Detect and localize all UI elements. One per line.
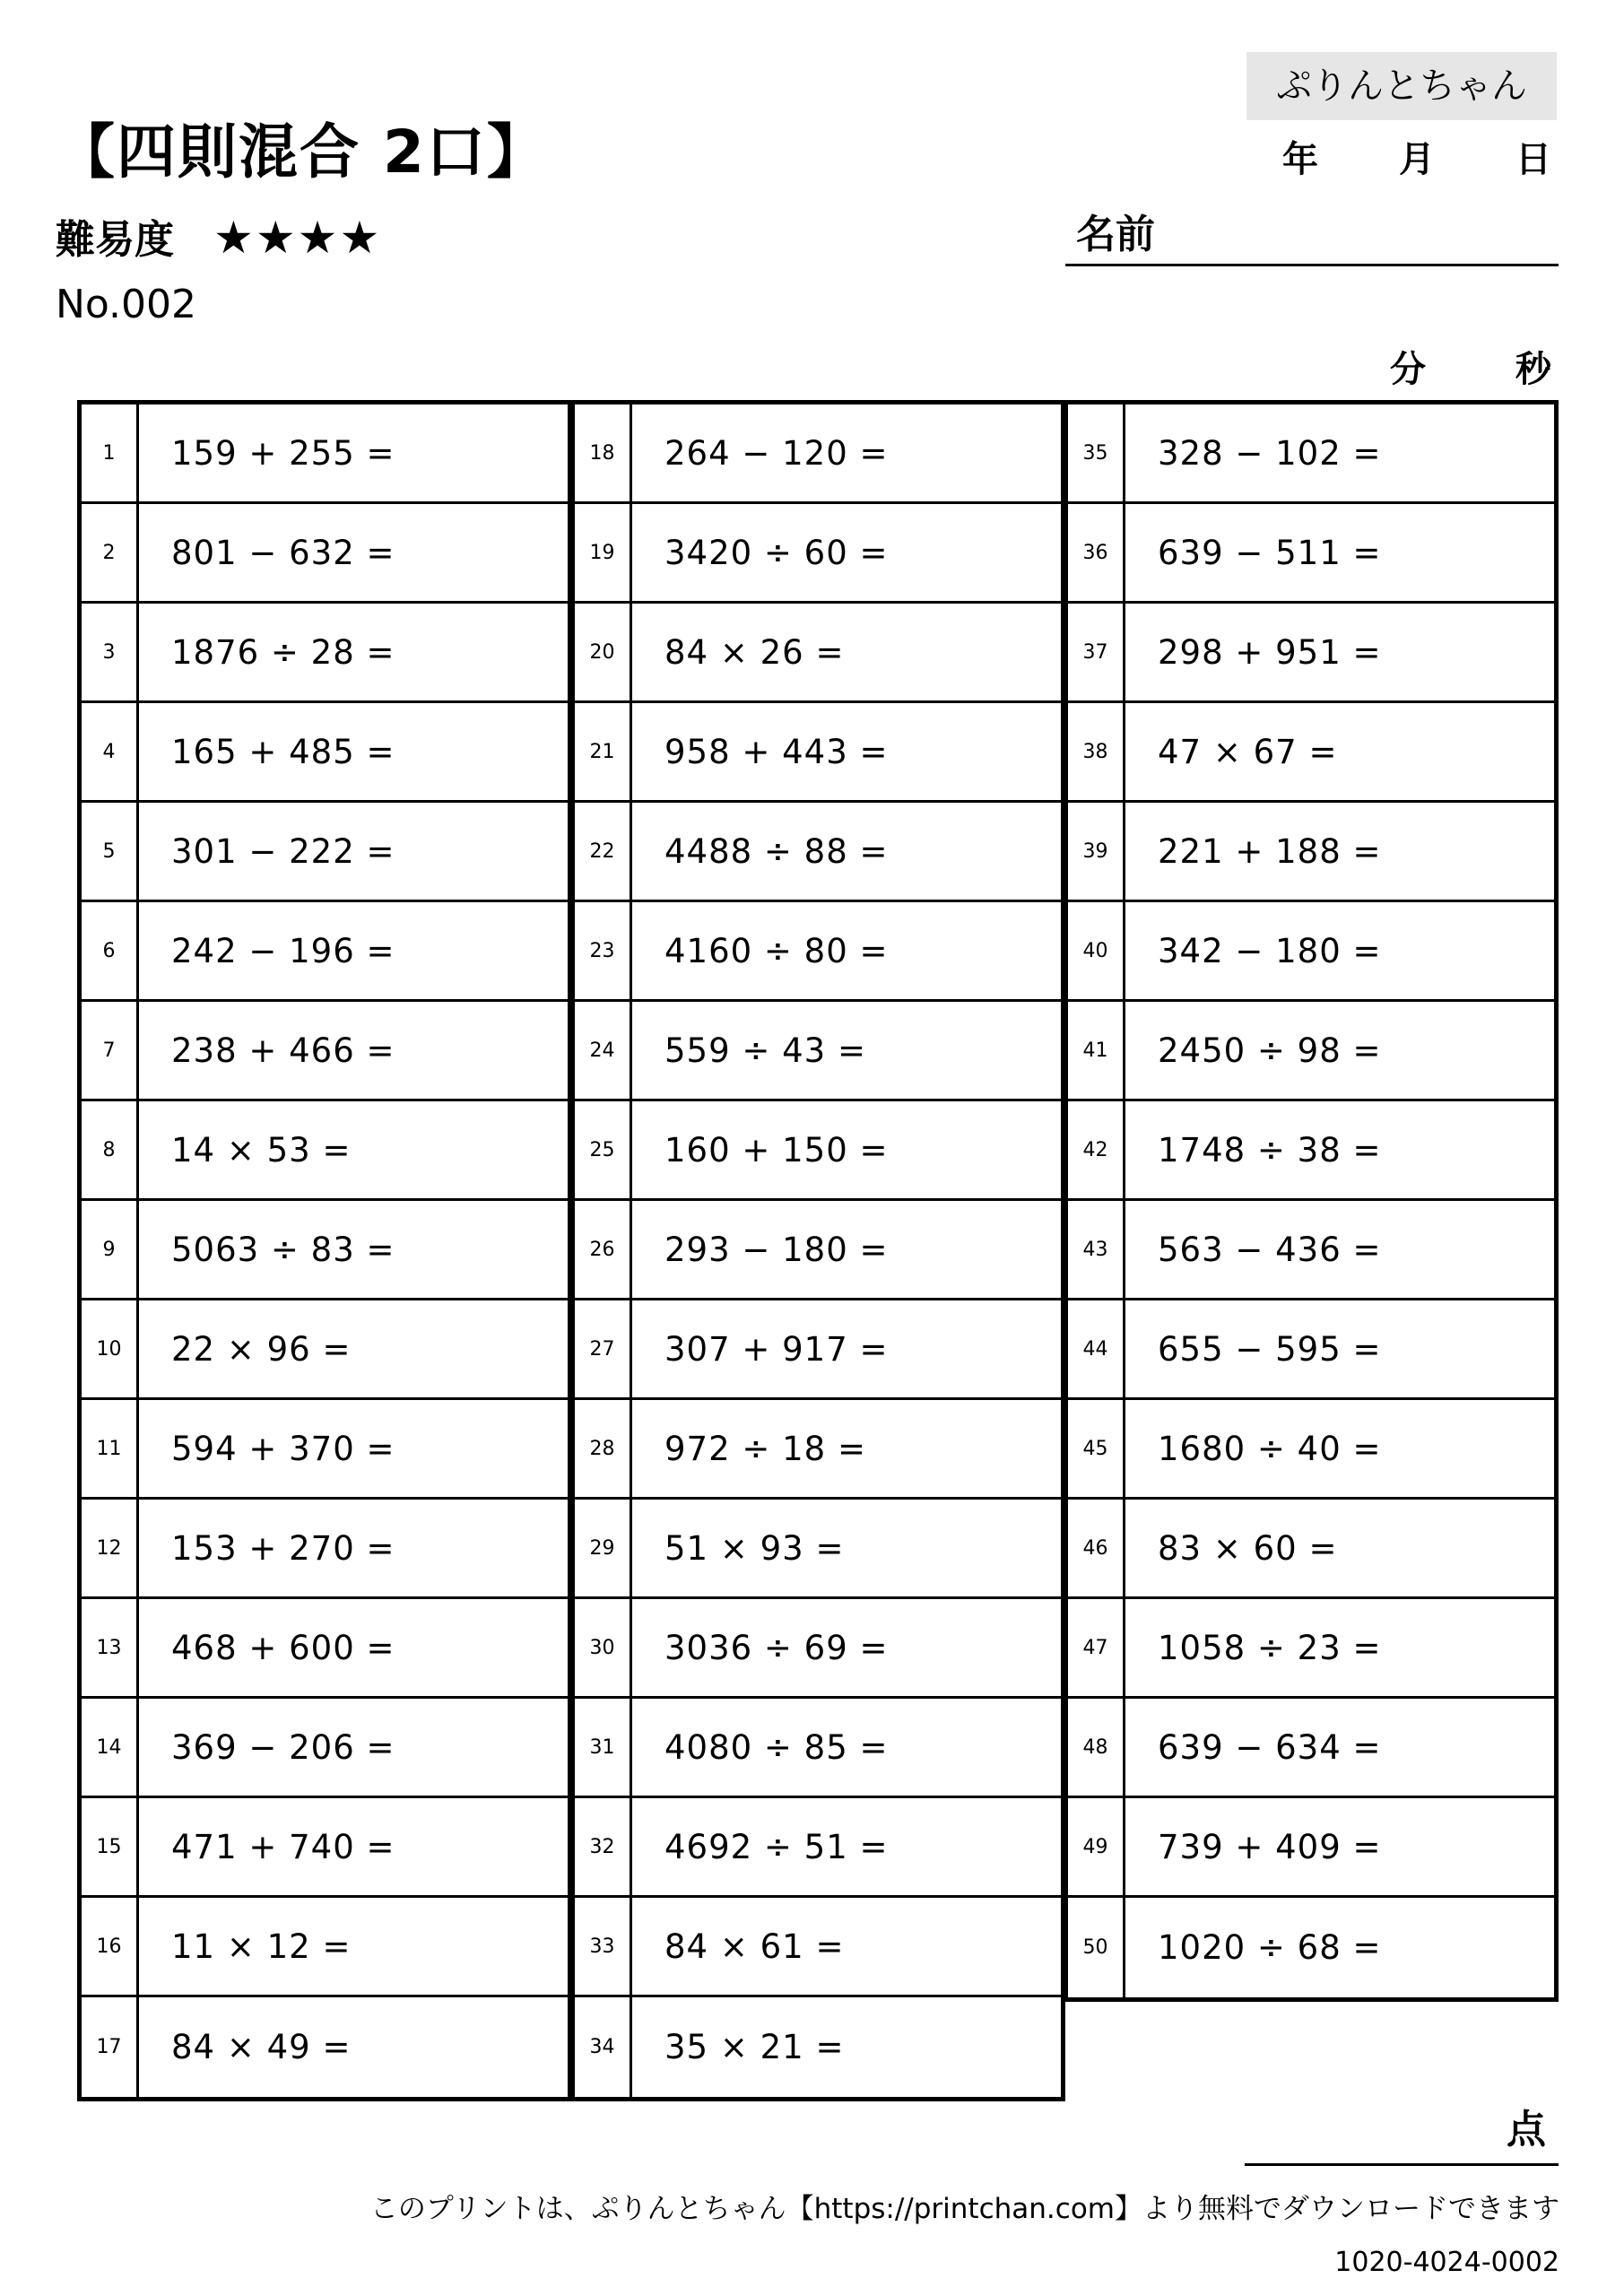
day-label: 日 <box>1515 139 1551 180</box>
problem-expression: 739 + 409 = <box>1158 1827 1382 1866</box>
problem-row <box>82 1300 568 1400</box>
problem-column-2 <box>570 400 1065 2101</box>
problem-expression: 4488 ÷ 88 = <box>664 831 889 871</box>
problem-row <box>1068 404 1554 504</box>
month-label: 月 <box>1399 139 1435 180</box>
problem-row <box>82 1997 568 2097</box>
problem-row <box>1068 803 1554 902</box>
problem-row <box>82 803 568 902</box>
problem-expression: 639 − 634 = <box>1158 1727 1382 1767</box>
page-title: 【四則混合 2口】 <box>56 117 548 187</box>
problem-number: 8 <box>82 1101 139 1198</box>
problem-number: 6 <box>82 902 139 999</box>
problem-expression: 83 × 60 = <box>1158 1528 1338 1568</box>
problem-number: 16 <box>82 1898 139 1995</box>
problem-number: 22 <box>575 803 632 900</box>
seconds-label: 秒 <box>1515 349 1551 390</box>
problem-row <box>82 1400 568 1500</box>
problem-expression: 328 − 102 = <box>1158 433 1382 473</box>
problem-number: 23 <box>575 902 632 999</box>
problem-number: 31 <box>575 1699 632 1796</box>
problem-row <box>82 1699 568 1798</box>
problem-number: 19 <box>575 504 632 601</box>
problem-expression: 301 − 222 = <box>171 831 395 871</box>
problem-number: 18 <box>575 404 632 501</box>
problem-number: 20 <box>575 604 632 700</box>
problem-number: 35 <box>1068 404 1125 501</box>
problem-number: 47 <box>1068 1599 1125 1696</box>
problem-number: 43 <box>1068 1201 1125 1298</box>
problem-row <box>1068 1201 1554 1300</box>
problem-row <box>82 1002 568 1101</box>
problem-row <box>575 1101 1061 1201</box>
problem-row <box>575 1599 1061 1699</box>
problem-expression: 342 − 180 = <box>1158 931 1382 970</box>
problem-row <box>82 902 568 1002</box>
problem-expression: 468 + 600 = <box>171 1628 395 1667</box>
problem-row <box>1068 1699 1554 1798</box>
problem-expression: 160 + 150 = <box>664 1130 889 1170</box>
problem-row <box>82 1798 568 1898</box>
problem-expression: 11 × 12 = <box>171 1926 352 1966</box>
score-line <box>1245 2163 1559 2166</box>
worksheet-number: No.002 <box>56 282 197 327</box>
problem-number: 40 <box>1068 902 1125 999</box>
problem-number: 36 <box>1068 504 1125 601</box>
problem-expression: 264 − 120 = <box>664 433 889 473</box>
problem-expression: 35 × 21 = <box>664 2028 845 2066</box>
problem-expression: 369 − 206 = <box>171 1727 395 1767</box>
footer-note: このプリントは、ぷりんとちゃん【https://printchan.com】より無料でダウンロードできます <box>369 2193 1559 2225</box>
problem-expression: 1058 ÷ 23 = <box>1158 1628 1382 1667</box>
problem-row <box>82 1500 568 1599</box>
problem-expression: 2450 ÷ 98 = <box>1158 1031 1382 1070</box>
problem-row <box>575 1400 1061 1500</box>
problem-row <box>575 803 1061 902</box>
problem-expression: 298 + 951 = <box>1158 632 1382 672</box>
problem-expression: 972 ÷ 18 = <box>664 1429 866 1468</box>
problem-expression: 14 × 53 = <box>171 1130 352 1170</box>
problem-column-1 <box>77 400 572 2101</box>
problem-number: 46 <box>1068 1500 1125 1596</box>
problem-number: 17 <box>82 1997 139 2097</box>
problem-expression: 4080 ÷ 85 = <box>664 1727 889 1767</box>
time-fields <box>1372 341 1560 395</box>
problem-row <box>1068 1599 1554 1699</box>
problem-expression: 1876 ÷ 28 = <box>171 632 395 672</box>
problem-expression: 293 − 180 = <box>664 1230 889 1269</box>
problem-expression: 563 − 436 = <box>1158 1230 1382 1269</box>
problem-expression: 594 + 370 = <box>171 1429 395 1468</box>
problem-row <box>82 1101 568 1201</box>
problem-expression: 639 − 511 = <box>1158 533 1382 572</box>
problem-expression: 84 × 26 = <box>664 632 845 672</box>
problem-number: 37 <box>1068 604 1125 700</box>
problem-row <box>1068 1101 1554 1201</box>
problem-expression: 1020 ÷ 68 = <box>1158 1928 1382 1967</box>
problem-expression: 84 × 49 = <box>171 2028 352 2066</box>
problem-expression: 165 + 485 = <box>171 732 395 771</box>
problem-expression: 1748 ÷ 38 = <box>1158 1130 1382 1170</box>
difficulty-label: 難易度 <box>56 217 174 263</box>
problem-row <box>1068 1798 1554 1898</box>
problem-row <box>1068 504 1554 604</box>
problem-number: 7 <box>82 1002 139 1099</box>
problem-expression: 4692 ÷ 51 = <box>664 1827 889 1866</box>
problem-row <box>575 1699 1061 1798</box>
problem-row <box>1068 1898 1554 1997</box>
problem-number: 38 <box>1068 703 1125 800</box>
problem-row <box>575 504 1061 604</box>
problem-row <box>575 902 1061 1002</box>
problem-number: 4 <box>82 703 139 800</box>
problem-number: 30 <box>575 1599 632 1696</box>
problem-number: 45 <box>1068 1400 1125 1497</box>
date-fields <box>1255 131 1551 185</box>
problem-expression: 22 × 96 = <box>171 1329 352 1369</box>
problem-expression: 4160 ÷ 80 = <box>664 931 889 970</box>
problem-number: 42 <box>1068 1101 1125 1198</box>
problem-row <box>82 504 568 604</box>
problem-row <box>82 703 568 803</box>
name-label: 名前 <box>1076 212 1155 257</box>
problem-expression: 307 + 917 = <box>664 1329 889 1369</box>
problem-expression: 242 − 196 = <box>171 931 395 970</box>
problem-row <box>1068 703 1554 803</box>
problem-number: 15 <box>82 1798 139 1895</box>
problem-number: 12 <box>82 1500 139 1596</box>
problem-expression: 801 − 632 = <box>171 533 395 572</box>
problem-expression: 1680 ÷ 40 = <box>1158 1429 1382 1468</box>
problem-expression: 3036 ÷ 69 = <box>664 1628 889 1667</box>
problem-number: 41 <box>1068 1002 1125 1099</box>
problem-expression: 238 + 466 = <box>171 1031 395 1070</box>
problem-row <box>82 404 568 504</box>
problem-expression: 84 × 61 = <box>664 1926 845 1966</box>
problem-number: 25 <box>575 1101 632 1198</box>
problem-row <box>575 1300 1061 1400</box>
name-line <box>1065 264 1559 266</box>
problem-number: 2 <box>82 504 139 601</box>
problem-number: 10 <box>82 1300 139 1397</box>
problem-number: 33 <box>575 1898 632 1995</box>
problem-number: 50 <box>1068 1898 1125 1997</box>
difficulty <box>56 208 381 270</box>
problem-number: 29 <box>575 1500 632 1596</box>
problem-number: 5 <box>82 803 139 900</box>
problem-row <box>575 1201 1061 1300</box>
problem-row <box>1068 1500 1554 1599</box>
problem-number: 39 <box>1068 803 1125 900</box>
score-label: 点 <box>1507 2107 1546 2152</box>
problem-number: 49 <box>1068 1798 1125 1895</box>
difficulty-stars: ★★★★ <box>213 212 382 264</box>
problem-number: 21 <box>575 703 632 800</box>
problem-row <box>1068 1300 1554 1400</box>
problem-expression: 221 + 188 = <box>1158 831 1382 871</box>
problem-row <box>82 604 568 703</box>
problem-row <box>575 703 1061 803</box>
problem-number: 9 <box>82 1201 139 1298</box>
problem-expression: 5063 ÷ 83 = <box>171 1230 395 1269</box>
problem-row <box>575 404 1061 504</box>
problem-row <box>575 1798 1061 1898</box>
worksheet-code: 1020-4024-0002 <box>1334 2247 1559 2278</box>
problem-number: 28 <box>575 1400 632 1497</box>
problem-row <box>82 1599 568 1699</box>
problem-row <box>1068 604 1554 703</box>
problem-number: 14 <box>82 1699 139 1796</box>
problem-row <box>575 1997 1061 2097</box>
problem-number: 13 <box>82 1599 139 1696</box>
problem-row <box>82 1201 568 1300</box>
problem-row <box>1068 1400 1554 1500</box>
problem-number: 32 <box>575 1798 632 1895</box>
problem-number: 44 <box>1068 1300 1125 1397</box>
problem-number: 27 <box>575 1300 632 1397</box>
problem-number: 1 <box>82 404 139 501</box>
problem-expression: 559 ÷ 43 = <box>664 1031 866 1070</box>
problem-number: 26 <box>575 1201 632 1298</box>
problem-expression: 153 + 270 = <box>171 1528 395 1568</box>
problem-row <box>1068 902 1554 1002</box>
problem-expression: 958 + 443 = <box>664 732 889 771</box>
problem-row <box>575 1002 1061 1101</box>
minutes-label: 分 <box>1390 349 1426 390</box>
problem-number: 34 <box>575 1997 632 2097</box>
problem-column-3 <box>1064 400 1559 2002</box>
problem-expression: 3420 ÷ 60 = <box>664 533 889 572</box>
problem-number: 48 <box>1068 1699 1125 1796</box>
year-label: 年 <box>1282 139 1318 180</box>
problem-expression: 655 − 595 = <box>1158 1329 1382 1369</box>
brand-badge: ぷりんとちゃん <box>1246 52 1557 120</box>
problem-row <box>575 604 1061 703</box>
problem-number: 11 <box>82 1400 139 1497</box>
problem-expression: 159 + 255 = <box>171 433 395 473</box>
problem-number: 3 <box>82 604 139 700</box>
problem-expression: 471 + 740 = <box>171 1827 395 1866</box>
problem-row <box>82 1898 568 1997</box>
problem-row <box>575 1500 1061 1599</box>
problem-expression: 51 × 93 = <box>664 1528 845 1568</box>
problem-number: 24 <box>575 1002 632 1099</box>
problem-expression: 47 × 67 = <box>1158 732 1338 771</box>
problem-row <box>575 1898 1061 1997</box>
problem-row <box>1068 1002 1554 1101</box>
